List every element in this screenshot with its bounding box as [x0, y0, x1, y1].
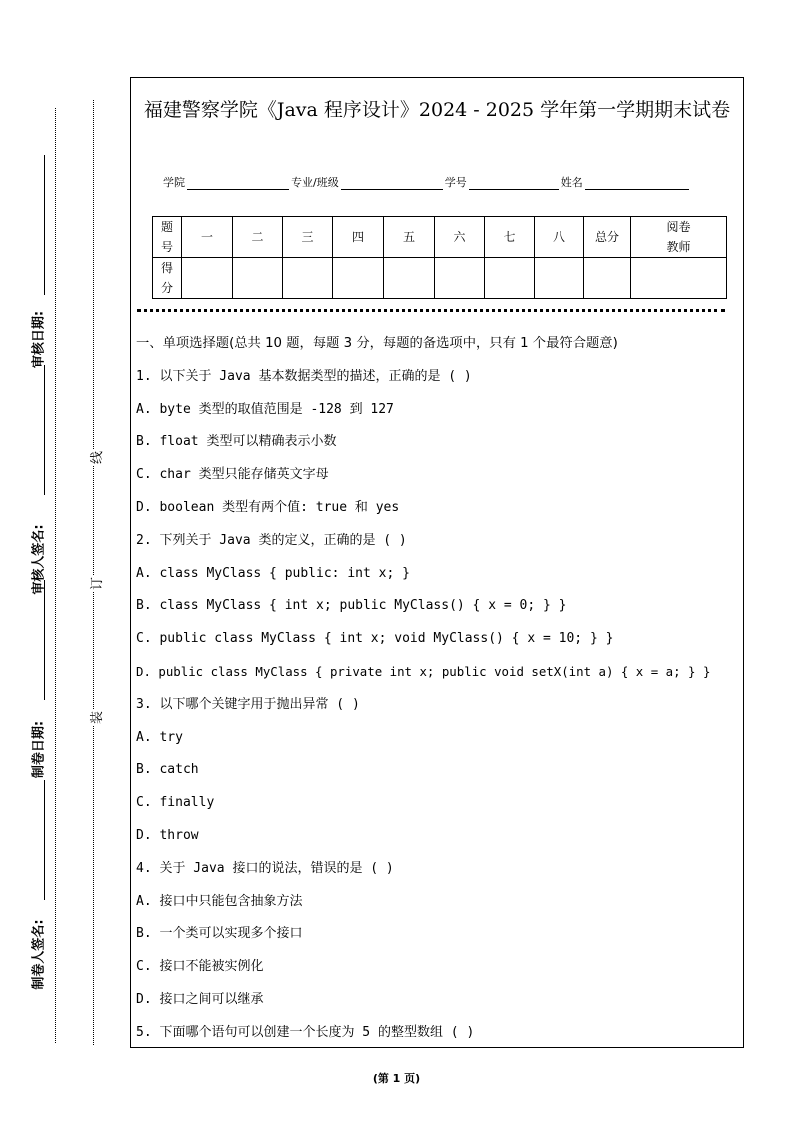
option: D. boolean 类型有两个值: true 和 yes: [136, 499, 400, 515]
reviewer-sign-line: [44, 365, 45, 495]
option: B. float 类型可以精确表示小数: [136, 434, 337, 450]
score-cell[interactable]: [233, 258, 283, 299]
binding-dotted-line: [93, 100, 94, 1045]
header-cell-5: 五: [384, 217, 435, 258]
option: C. public class MyClass { int x; void MyClass() { x = 10; } }: [136, 631, 614, 647]
option: A. class MyClass { public: int x; }: [136, 565, 410, 581]
option: D. 接口之间可以继承: [136, 991, 264, 1007]
binding-char-zhuang: 装: [86, 709, 105, 726]
score-header-row: [153, 217, 727, 258]
header-cell-6: 六: [435, 217, 485, 258]
score-row-label: 得分: [153, 258, 182, 299]
binding-char-ding: 订: [86, 575, 105, 592]
exam-title: 福建警察学院《Java 程序设计》2024 - 2025 学年第一学期期末试卷: [143, 99, 731, 121]
maker-sign-line: [44, 780, 45, 900]
header-cell-3: 三: [283, 217, 333, 258]
option: B. 一个类可以实现多个接口: [136, 926, 303, 942]
score-table: [152, 216, 727, 299]
score-cell-grader[interactable]: [631, 258, 727, 299]
question-list: [136, 330, 739, 1052]
header-cell-total: 总分: [584, 217, 631, 258]
student-id-label: 学号: [444, 176, 467, 189]
score-cell[interactable]: [535, 258, 584, 299]
header-cell-4: 四: [333, 217, 384, 258]
college-field[interactable]: [187, 177, 289, 190]
question-1: 1. 以下关于 Java 基本数据类型的描述，正确的是 ( ): [136, 368, 472, 384]
score-cell[interactable]: [485, 258, 535, 299]
major-field[interactable]: [341, 177, 443, 190]
question-4: 4. 关于 Java 接口的说法，错误的是 ( ): [136, 860, 394, 876]
major-label: 专业/班级: [291, 176, 339, 189]
name-field[interactable]: [585, 177, 689, 190]
page-number: (第 1 页): [372, 1072, 421, 1085]
option: C. char 类型只能存储英文字母: [136, 467, 329, 483]
option: C. finally: [136, 795, 215, 811]
option: A. try: [136, 729, 183, 745]
header-cell-1: 一: [182, 217, 233, 258]
left-dotted-line: [55, 108, 56, 1043]
score-cell[interactable]: [435, 258, 485, 299]
college-label: 学院: [163, 176, 185, 189]
header-cell-8: 八: [535, 217, 584, 258]
question-3: 3. 以下哪个关键字用于抛出异常 ( ): [136, 696, 360, 712]
header-cell-question-no: 题号: [153, 217, 182, 258]
header-cell-2: 二: [233, 217, 283, 258]
question-2: 2. 下列关于 Java 类的定义，正确的是 ( ): [136, 532, 407, 548]
dotted-separator: [137, 309, 725, 312]
option: D. public class MyClass { private int x; public void setX(int a) { x = a; } }: [136, 663, 711, 679]
option: A. 接口中只能包含抽象方法: [136, 893, 303, 909]
option: C. 接口不能被实例化: [136, 959, 264, 975]
option: B. catch: [136, 762, 199, 778]
header-cell-7: 七: [485, 217, 535, 258]
review-date-line: [44, 155, 45, 295]
score-cell[interactable]: [333, 258, 384, 299]
binding-char-line: 线: [86, 449, 105, 466]
score-cell-total[interactable]: [584, 258, 631, 299]
score-cell[interactable]: [384, 258, 435, 299]
score-cell[interactable]: [283, 258, 333, 299]
name-label: 姓名: [560, 176, 583, 189]
score-cell[interactable]: [182, 258, 233, 299]
option: B. class MyClass { int x; public MyClass() { x = 0; } }: [136, 598, 567, 614]
question-5: 5. 下面哪个语句可以创建一个长度为 5 的整型数组 ( ): [136, 1024, 475, 1040]
make-date-line: [44, 580, 45, 700]
section-heading: 一、单项选择题(总共 10 题，每题 3 分，每题的备选项中，只有 1 个最符合题意): [136, 336, 618, 351]
score-row: [153, 258, 727, 299]
option: A. byte 类型的取值范围是 -128 到 127: [136, 401, 394, 417]
option: D. throw: [136, 827, 199, 843]
student-info-row: [163, 174, 723, 190]
student-id-field[interactable]: [469, 177, 559, 190]
exam-frame: [130, 77, 744, 1048]
header-cell-grader: 阅卷教师: [631, 217, 727, 258]
